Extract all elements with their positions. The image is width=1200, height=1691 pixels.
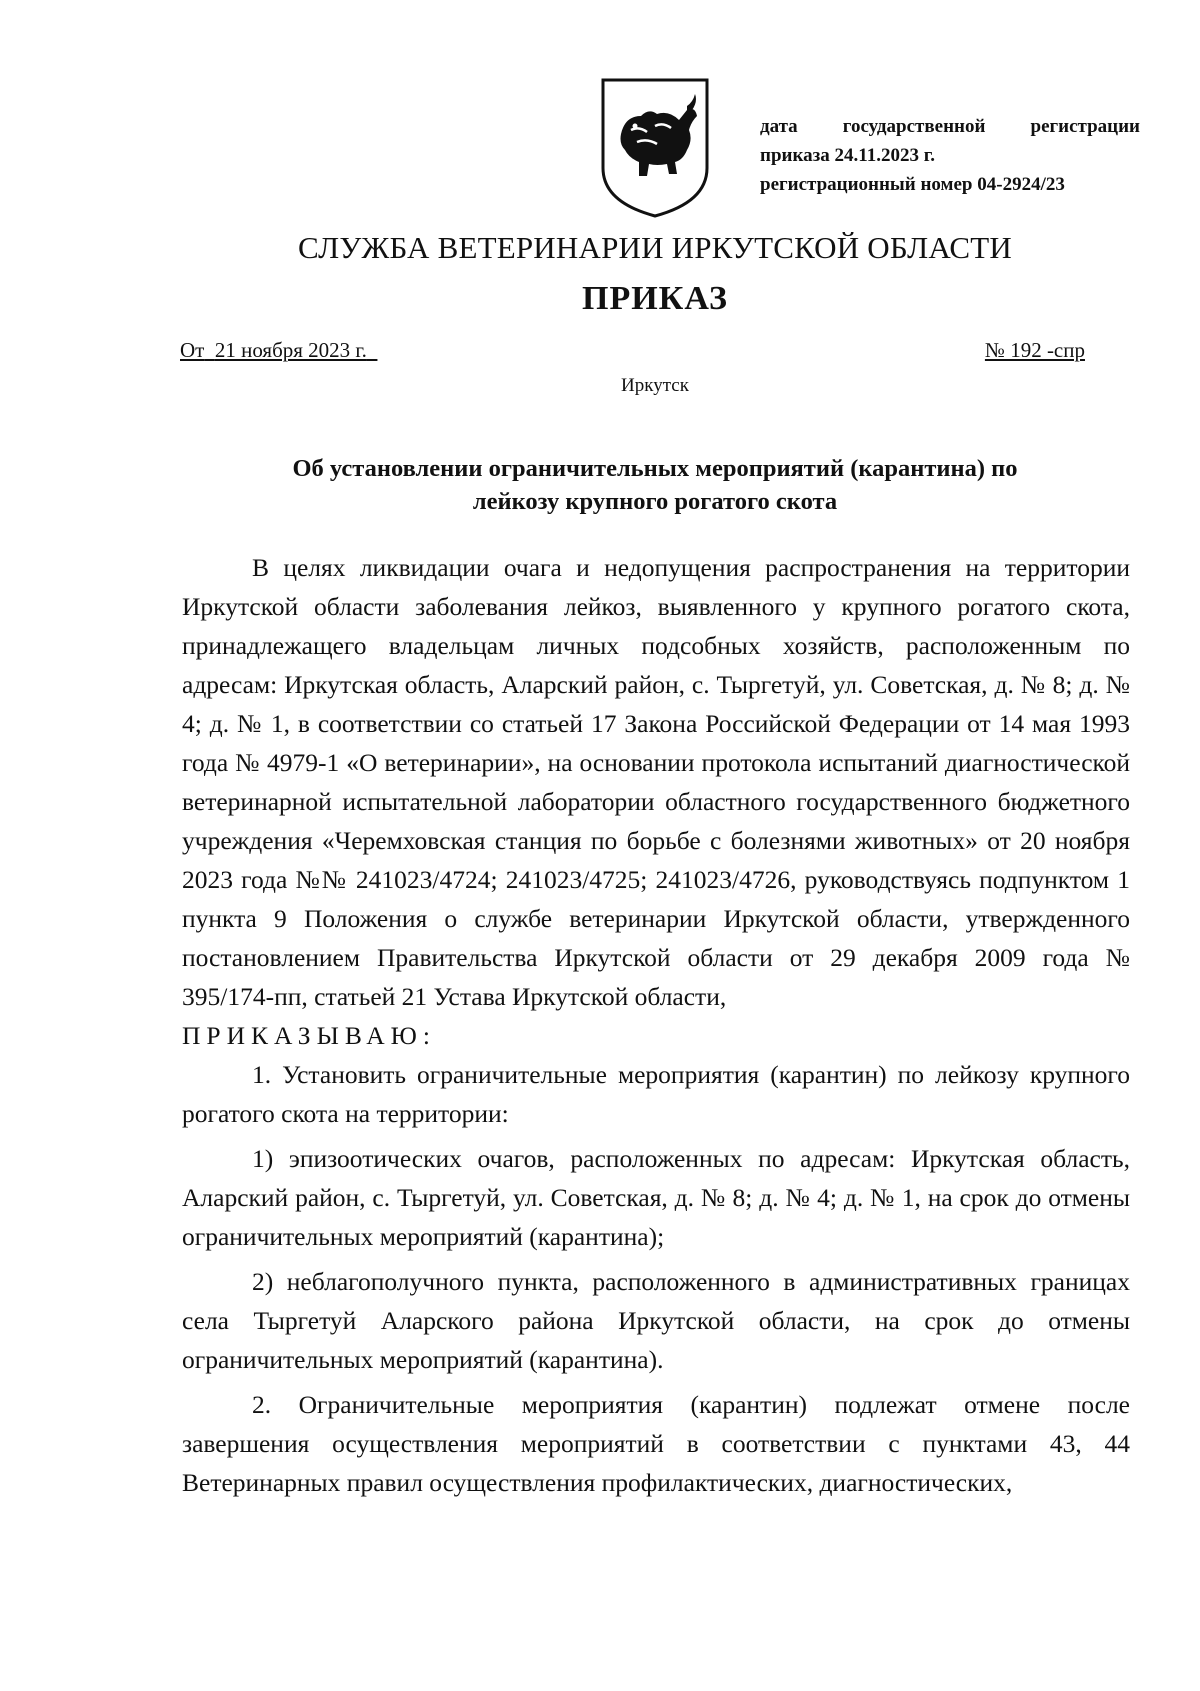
document-body (182, 548, 1130, 1502)
registration-info (760, 112, 1140, 199)
date-value: 21 ноября 2023 г. (214, 338, 367, 362)
preamble-paragraph: В целях ликвидации очага и недопущения распространения на территории Иркутской области заболевания лейкоз, выявленного у крупного рогатого скота, принадлежащего владельцам личных подсобных хозяйств, расположенным по адресам: Иркутская область, Аларский район, с. Тыргетуй, ул. Советская, д. № 8; д. № 4; д. № 1, в соответствии со статьей 17 Закона Российской Федерации от 14 мая 1993 года № 4979-1 «О ветеринарии», на основании протокола испытаний диагностической ветеринарной испытательной лаборатории областного государственного бюджетного учреждения «Черемховская станция по борьбе с болезнями животных» от 20 ноября 2023 года №№ 241023/4724; 241023/4725; 241023/4726, руководствуясь подпунктом 1 пункта 9 Положения о службе ветеринарии Иркутской области, утвержденного постановлением Правительства Иркутской области от 29 декабря 2009 года № 395/174-пп, статьей 21 Устава Иркутской области, (182, 553, 1130, 1011)
date-prefix: От (180, 338, 205, 362)
agency-name: СЛУЖБА ВЕТЕРИНАРИИ ИРКУТСКОЙ ОБЛАСТИ (298, 230, 1012, 265)
document-date (180, 338, 377, 363)
order-word: ПРИКАЗЫВАЮ: (182, 1021, 436, 1050)
item-1: 1. Установить ограничительные мероприятия (карантин) по лейкозу крупного рогатого скота на территории: (182, 1060, 1130, 1128)
irkutsk-coat-of-arms-icon (595, 76, 715, 220)
item-2: 2. Ограничительные мероприятия (карантин) подлежат отмене после завершения осуществления мероприятий в соответствии с пунктами 43, 44 Ветеринарных правил осуществления профилактических, диагностических, (182, 1390, 1130, 1497)
document-city: Иркутск (621, 375, 689, 396)
document-number: № 192 -спр (984, 338, 1085, 362)
registration-line-2: приказа 24.11.2023 г. (760, 145, 935, 166)
title-line-2: лейкозу крупного рогатого скота (472, 488, 838, 515)
registration-line-3: регистрационный номер 04-2924/23 (760, 174, 1065, 195)
item-1-2: 2) неблагополучного пункта, расположенного в административных границах села Тыргетуй Аларского района Иркутской области, на срок до отмены ограничительных мероприятий (карантина). (182, 1267, 1130, 1374)
title-line-1: Об установлении ограничительных мероприятий (карантина) по (292, 455, 1018, 482)
item-1-1: 1) эпизоотических очагов, расположенных по адресам: Иркутская область, Аларский район, с. Тыргетуй, ул. Советская, д. № 8; д. № 4; д. № 1, на срок до отмены ограничительных мероприятий (карантина); (182, 1144, 1130, 1251)
document-title (180, 452, 1130, 518)
registration-line-1: дата государственной регистрации (760, 116, 1140, 137)
document-type: ПРИКАЗ (582, 280, 728, 317)
